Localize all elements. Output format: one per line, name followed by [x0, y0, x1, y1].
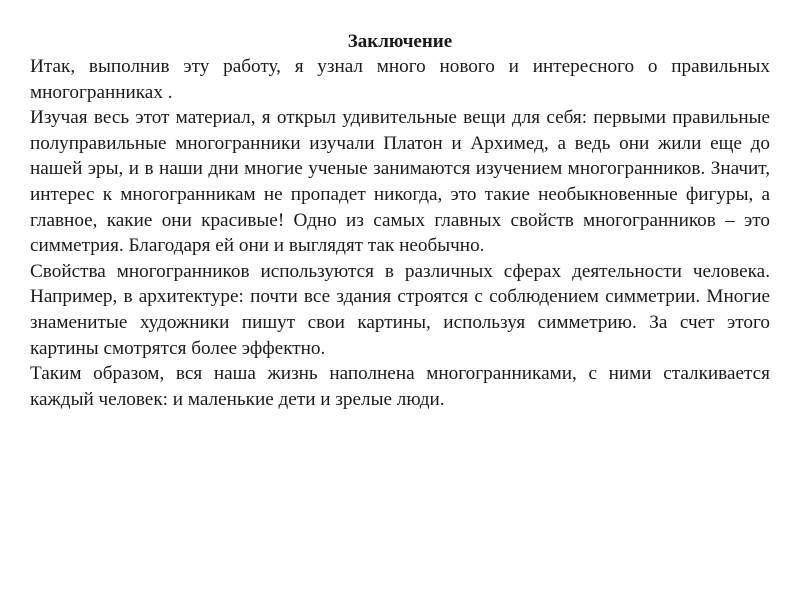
paragraph-study: Изучая весь этот материал, я открыл удивительные вещи для себя: первыми правильные полуправильные многогранники изучали Платон и Архимед, а ведь они жили еще до нашей эры, и в наши дни многие ученые занимаются изучением многогранников. Значит, интерес к многогранникам не пропадет никогда, это такие необыкновенные фигуры, а главное, какие они красивые! Одно из самых главных свойств многогранников – это симметрия. Благодаря ей они и выглядят так необычно.	[30, 107, 770, 257]
paragraph-conclusion: Таким образом, вся наша жизнь наполнена многогранниками, с ними сталкивается каждый человек: и маленькие дети и зрелые люди.	[30, 363, 770, 410]
paragraph-intro: Итак, выполнив эту работу, я узнал много нового и интересного о правильных многогранниках .	[30, 56, 770, 103]
paragraph-properties: Свойства многогранников используются в различных сферах деятельности человека. Например, в архитектуре: почти все здания строятся с соблюдением симметрии. Многие знаменитые художники пишут свои картины, используя симметрию. За счет этого картины смотрятся более эффектно.	[30, 260, 770, 359]
page-title: Заключение	[347, 31, 453, 52]
